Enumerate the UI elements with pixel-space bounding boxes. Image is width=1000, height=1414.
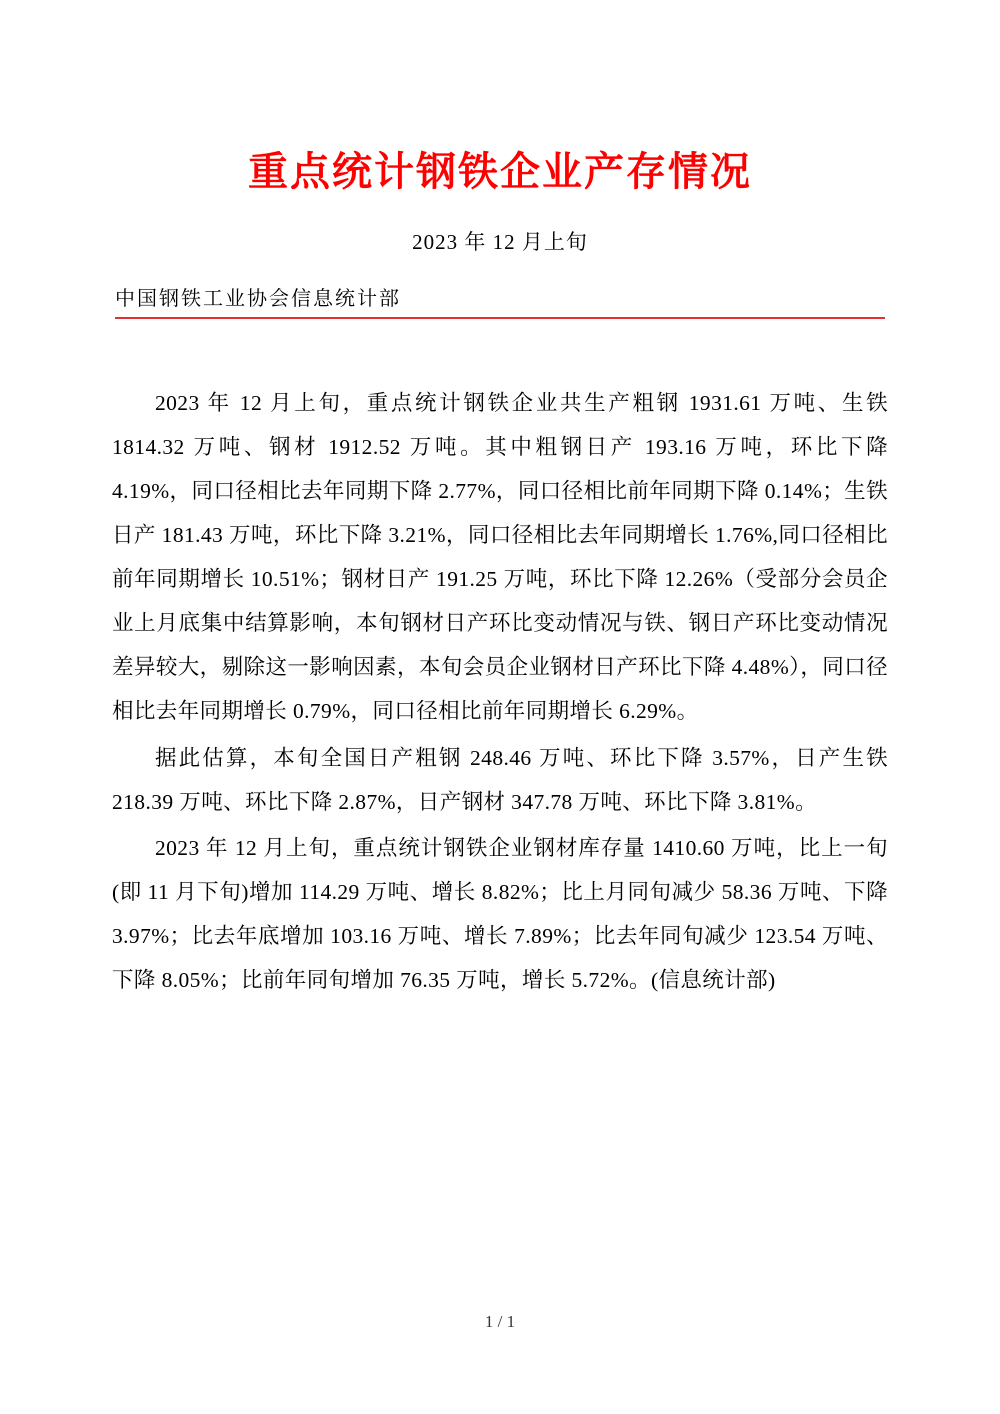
issuer-name: 中国钢铁工业协会信息统计部 (115, 288, 401, 310)
document-subtitle: 2023 年 12 月上旬 (412, 230, 588, 254)
paragraph-production: 2023 年 12 月上旬，重点统计钢铁企业共生产粗钢 1931.61 万吨、生铁 1814.32 万吨、钢材 1912.52 万吨。其中粗钢日产 193.16 万吨，环比下降 4.19%，同口径相比去年同期下降 2.77%，同口径相比前年同期下降 0.14%；生铁日产 181.43 万吨，环比下降 3.21%，同口径相比去年同期增长 1.76%,同口径相比前年同期增长 10.51%；钢材日产 191.25 万吨，环比下降 12.26%（受部分会员企业上月底集中结算影响，本旬钢材日产环比变动情况与铁、钢日产环比变动情况差异较大，剔除这一影响因素，本旬会员企业钢材日产环比下降 4.48%），同口径相比去年同期增长 0.79%，同口径相比前年同期增长 6.29%。 (112, 391, 888, 724)
issuer-rule (115, 282, 885, 319)
document-body (112, 319, 888, 1002)
paragraph-inventory: 2023 年 12 月上旬，重点统计钢铁企业钢材库存量 1410.60 万吨，比上一旬(即 11 月下旬)增加 114.29 万吨、增长 8.82%；比上月同旬减少 58.36 万吨、下降 3.97%；比去年底增加 103.16 万吨、增长 7.89%；比去年同旬减少 123.54 万吨、下降 8.05%；比前年同旬增加 76.35 万吨，增长 5.72%。(信息统计部) (112, 835, 888, 992)
paragraph-national-estimate: 据此估算，本旬全国日产粗钢 248.46 万吨、环比下降 3.57%，日产生铁 218.39 万吨、环比下降 2.87%，日产钢材 347.78 万吨、环比下降 3.81%。 (112, 745, 888, 814)
page-number: 1 / 1 (484, 1312, 516, 1331)
page-title: 重点统计钢铁企业产存情况 (248, 149, 752, 195)
